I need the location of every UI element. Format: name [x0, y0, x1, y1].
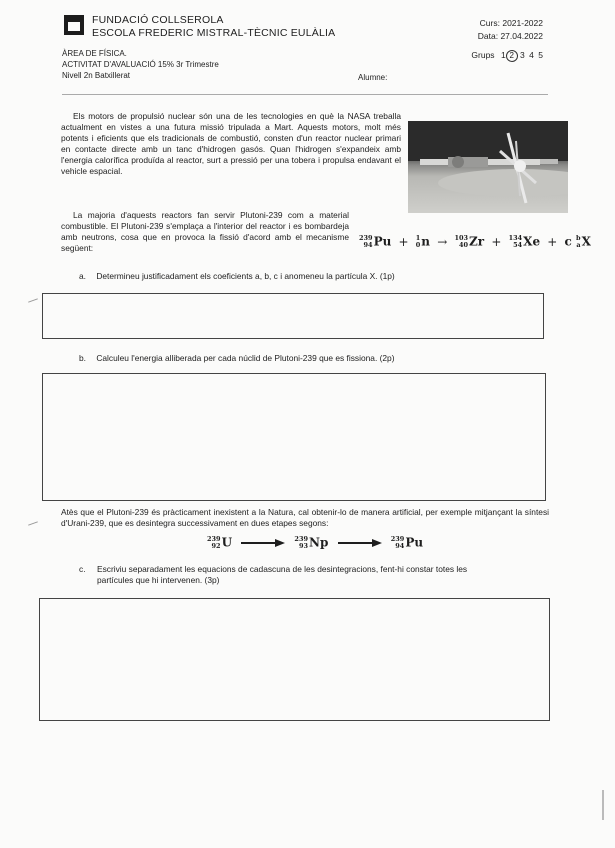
group-1: 1 — [500, 50, 506, 60]
header-divider — [62, 94, 548, 95]
spacecraft-photo — [408, 121, 568, 213]
x-symbol: X — [581, 234, 591, 249]
decay-chain-equation — [207, 535, 423, 550]
answer-box-c[interactable] — [39, 598, 550, 721]
spacecraft-illustration — [408, 121, 568, 213]
coefficient-c: c — [564, 234, 572, 249]
school-logo — [64, 15, 84, 35]
uranium-paragraph: Atès que el Plutoni-239 és pràcticament inexistent a la Natura, cal obtenir-lo de manera artificial, per exemple mitjançant la síntesi d'Urani-239, que es desintegra successivament en dues etapes segons: — [61, 507, 549, 528]
fission-equation — [359, 234, 591, 249]
student-label: Alumne: — [358, 73, 388, 82]
zr103-nuclide: 103 40 — [454, 233, 469, 249]
group-3: 3 — [520, 50, 525, 60]
neutron-nuclide: 1 0 — [415, 233, 421, 249]
activity-title: ACTIVITAT D'AVALUACIÓ 15% 3r Trimestre — [62, 60, 219, 69]
reaction-arrow: → — [437, 234, 448, 249]
group-2-circled: 2 — [506, 50, 518, 62]
question-a-text: Determineu justificadament els coeficients a, b, c i anomeneu la partícula X. (1p) — [96, 271, 395, 281]
question-b — [79, 353, 395, 363]
scan-mark — [28, 521, 38, 525]
question-c-line2: partícules que hi intervenen. (3p) — [97, 575, 220, 585]
subject-area: ÀREA DE FÍSICA. — [62, 49, 127, 58]
plus-sign: + — [491, 234, 502, 249]
decay-arrow-1 — [241, 538, 285, 548]
group-5: 5 — [538, 50, 543, 60]
intro-paragraph-2: La majoria d'aquests reactors fan servir Plutoni-239 com a material combustible. El Plutoni-239 s'emplaça a l'interior del reactor i es bombardeja amb neutrons, cosa que en provoca la fissió d'acord amb el mecanisme següent: — [61, 210, 349, 253]
intro-paragraph-1: Els motors de propulsió nuclear són una de les tecnologies en què la NASA treballa actualment en vistes a una futura missió tripulada a Mart. Aquests motors, molt més potents i eficients que els tradicionals de combustió, consten d'un reactor nuclear primari en contacte directe amb un tanc d'hidrogen gasós. Quan l'hidrogen s'expandeix amb l'energia calorífica produïda al reactor, surt a pressió per una tobera i propulsa endavant el vehicle espacial. — [61, 111, 401, 176]
school-name-line2: ESCOLA FREDERIC MISTRAL-TÈCNIC EULÀLIA — [92, 27, 336, 39]
u-symbol: U — [221, 535, 233, 550]
np-symbol: Np — [309, 535, 329, 550]
pu239-product-nuclide: 239 94 — [390, 534, 405, 550]
u239-nuclide: 239 92 — [207, 534, 221, 550]
groups-label: Grups — [471, 50, 495, 60]
decay-arrow-2 — [338, 538, 382, 548]
xe134-nuclide: 134 54 — [508, 233, 523, 249]
question-b-letter: b. — [79, 353, 86, 363]
pu-symbol: Pu — [373, 234, 392, 249]
groups-row — [471, 50, 543, 62]
plus-sign: + — [398, 234, 409, 249]
question-c-letter: c. — [79, 564, 86, 574]
question-b-text: Calculeu l'energia alliberada per cada núclid de Plutoni-239 que es fissiona. (2p) — [96, 353, 395, 363]
x-particle-nuclide: b a — [576, 233, 581, 249]
question-a-letter: a. — [79, 271, 86, 281]
zr-symbol: Zr — [469, 234, 485, 249]
group-4: 4 — [529, 50, 534, 60]
question-c-line1: Escriviu separadament les equacions de cadascuna de les desintegracions, fent-hi constar totes les — [97, 564, 468, 574]
xe-symbol: Xe — [523, 234, 541, 249]
scan-mark — [602, 790, 604, 820]
answer-box-b[interactable] — [42, 373, 546, 501]
course-year: Curs: 2021-2022 — [479, 18, 543, 28]
answer-box-a[interactable] — [42, 293, 544, 339]
n-symbol: n — [421, 234, 431, 249]
exam-date: Data: 27.04.2022 — [477, 31, 543, 41]
question-a — [79, 271, 395, 281]
plus-sign: + — [547, 234, 558, 249]
scan-mark — [28, 298, 38, 302]
pu-product-symbol: Pu — [405, 535, 424, 550]
question-c-text — [97, 564, 549, 586]
school-name-line1: FUNDACIÓ COLLSEROLA — [92, 14, 224, 26]
course-level: Nivell 2n Batxillerat — [62, 71, 131, 80]
np239-nuclide: 239 93 — [294, 534, 308, 550]
pu239-nuclide: 239 94 — [359, 233, 373, 249]
